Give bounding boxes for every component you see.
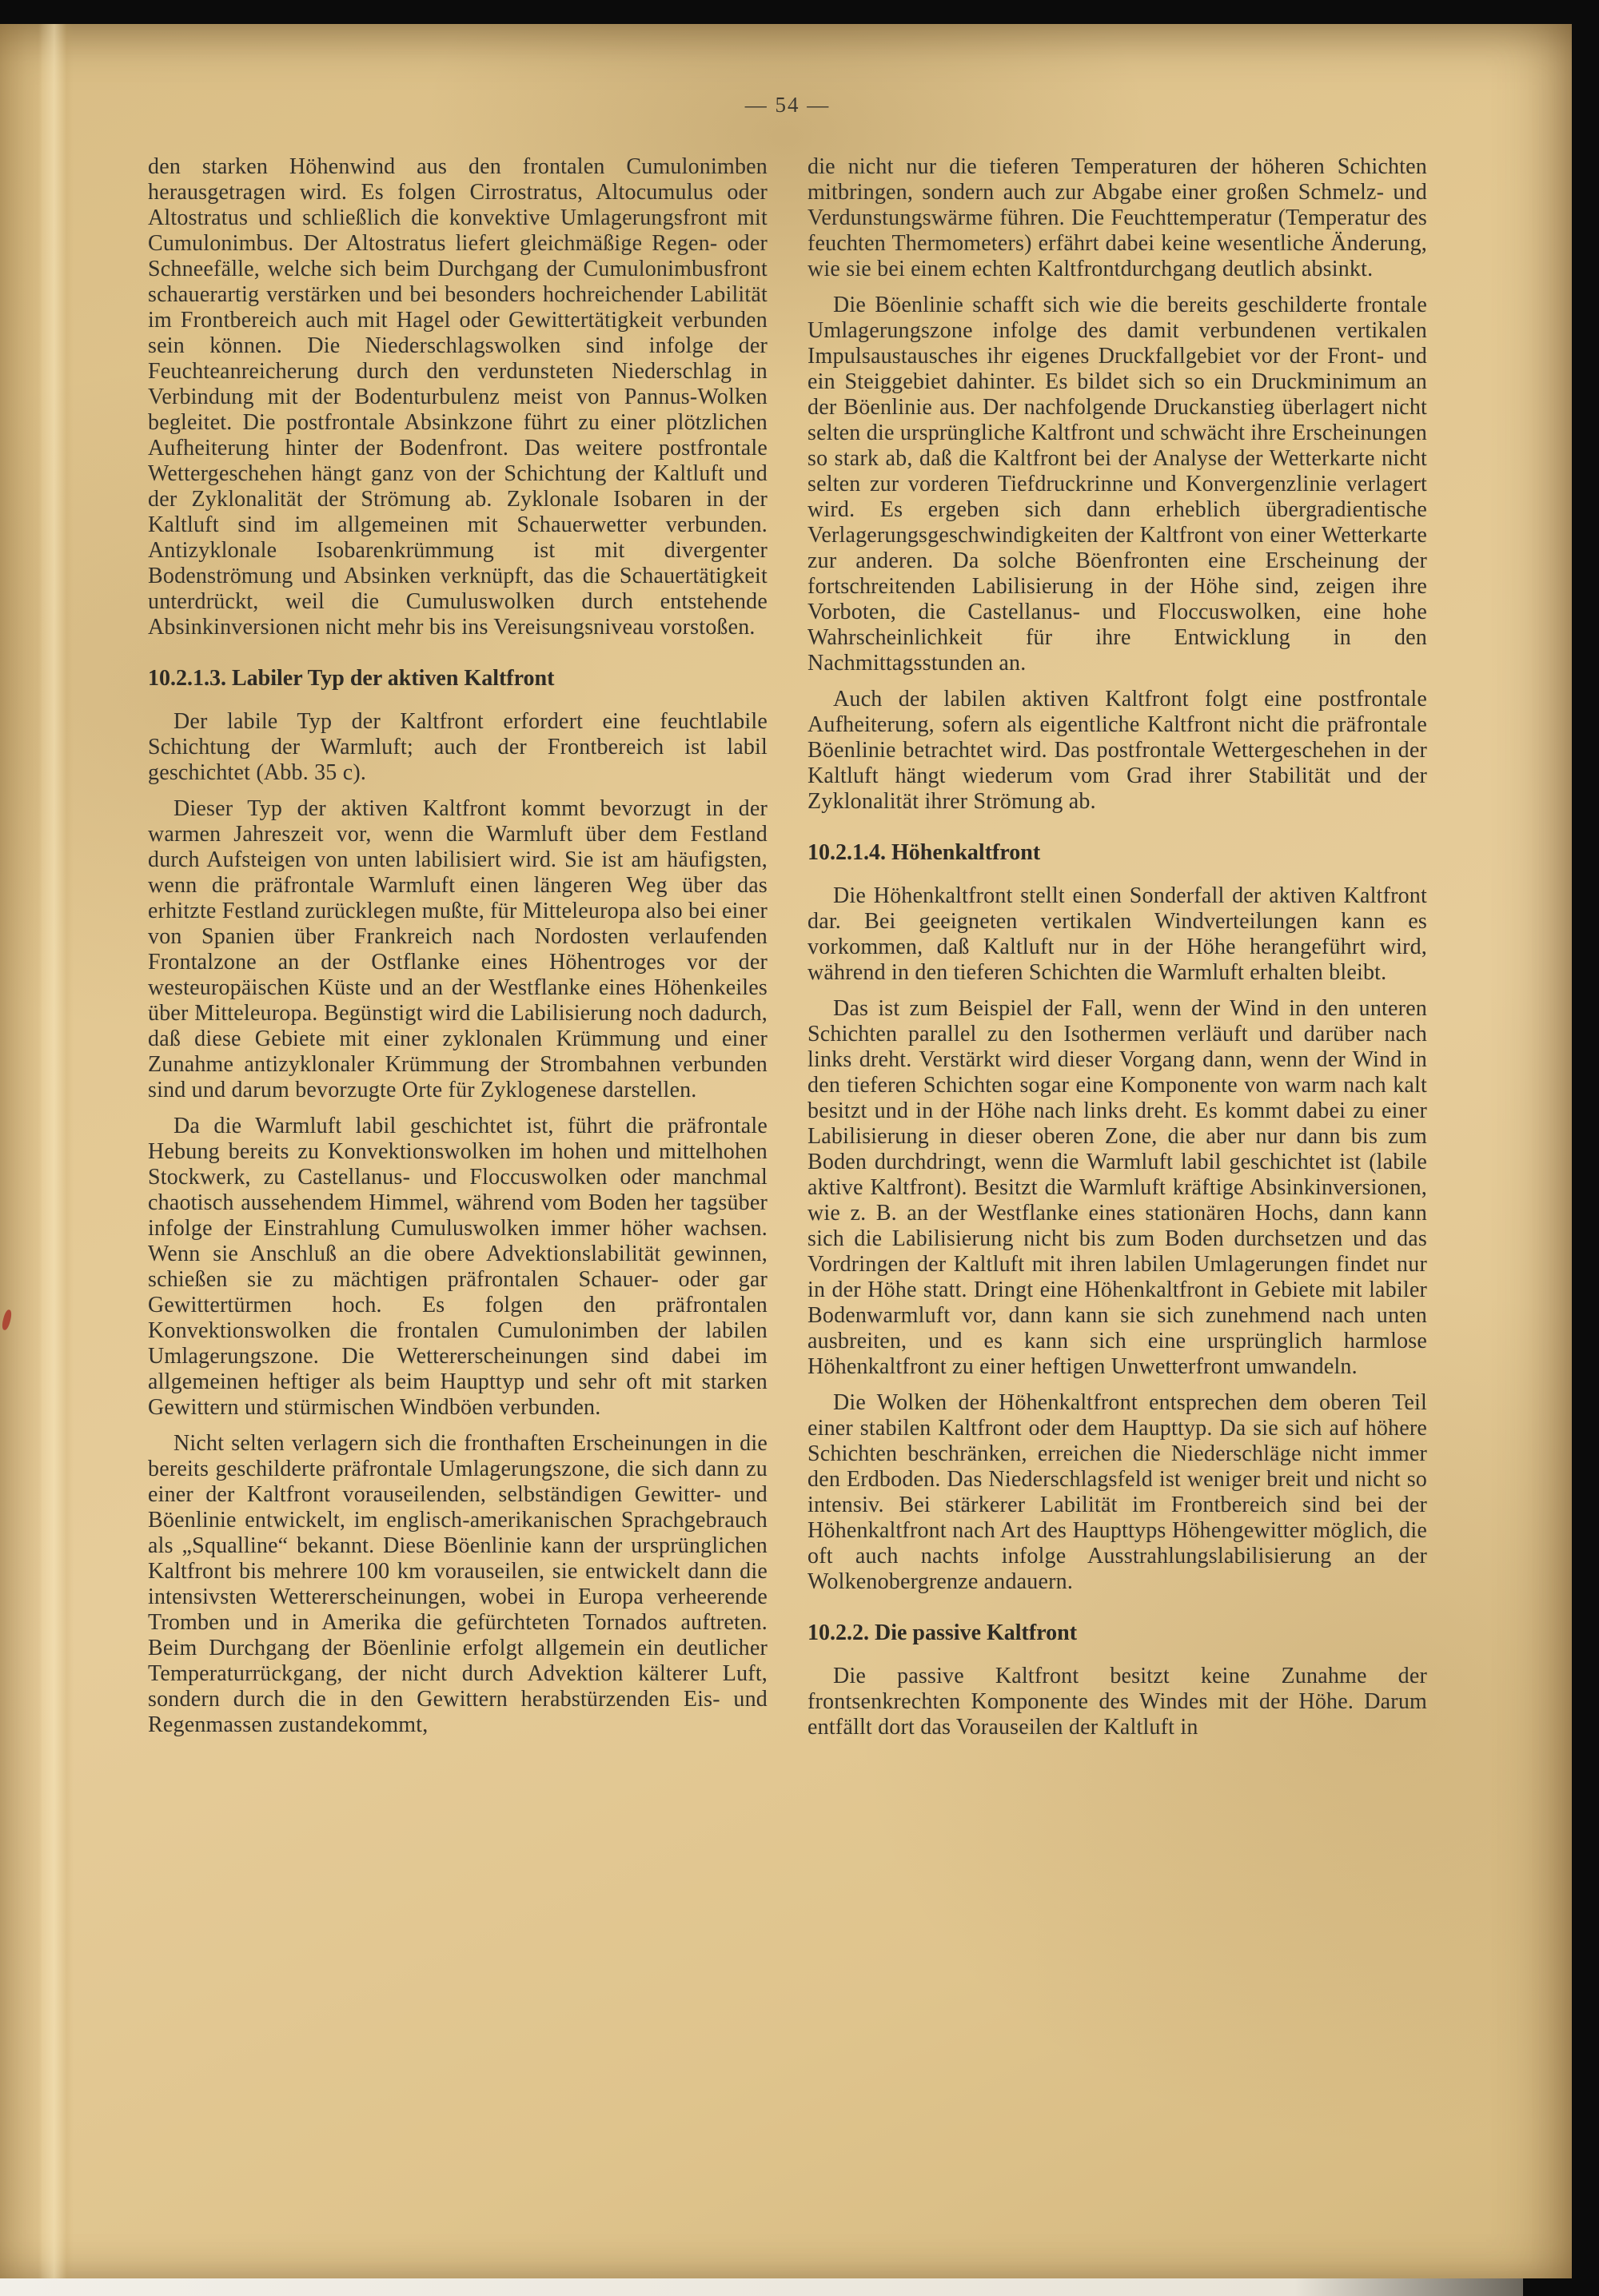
paragraph: Nicht selten verlagern sich die fronthaften Erscheinungen in die bereits geschilderte präfrontale Umlagerungszone, die sich dann zu einer der Kaltfront vorauseilenden, selbständigen Gewitter- und Böenlinie entwickelt, im englisch-amerikanischen Sprachgebrauch als „Squalline“ bekannt. Diese Böenlinie kann der ursprünglichen Kaltfront bis mehrere 100 km vorauseilen, sie entwickelt dann die intensivsten Wettererscheinungen, wobei in Europa verheerende Tromben und in Amerika die gefürchteten Tornados auftreten. Beim Durchgang der Böenlinie erfolgt allgemein ein deutlicher Temperaturrückgang, der nicht durch Advektion kälterer Luft, sondern durch die in den Gewittern herabstürzenden Eis- und Regenmassen zustandekommt, bbox=[148, 1431, 768, 1737]
paragraph: Der labile Typ der Kaltfront erfordert eine feuchtlabile Schichtung der Warmluft; auch der Frontbereich ist labil geschichtet (Abb. 35 c). bbox=[148, 709, 768, 785]
two-column-text bbox=[148, 154, 1427, 1751]
scanner-bed-strip bbox=[0, 2278, 1523, 2296]
section-heading-10-2-1-4: 10.2.1.4. Höhenkaltfront bbox=[807, 840, 1041, 865]
book-page bbox=[0, 24, 1572, 2278]
paragraph: Die Böenlinie schafft sich wie die bereits geschilderte frontale Umlagerungszone infolge des damit verbundenen vertikalen Impulsaustausches ihr eigenes Druckfallgebiet vor der Front- und ein Steiggebiet dahinter. Es bildet sich so ein Druckminimum an der Böenlinie aus. Der nachfolgende Druckanstieg überlagert nicht selten die ursprüngliche Kaltfront und schwächt ihre Erscheinungen so stark ab, daß die Kaltfront bei der Analyse der Wetterkarte nicht selten zur vorderen Tiefdruckrinne und Konvergenzlinie verlagert wird. Es ergeben sich dann erheblich übergradientische Verlagerungsgeschwindigkeiten der Kaltfront von einer Wetterkarte zur anderen. Da solche Böenfronten eine Erscheinung der fortschreitenden Labilisierung in der Höhe sind, zeigen ihre Vorboten, die Castellanus- und Floccuswolken, eine hohe Wahrscheinlichkeit für ihre Entwicklung in den Nachmittagsstunden an. bbox=[807, 293, 1427, 676]
paragraph: Das ist zum Beispiel der Fall, wenn der Wind in den unteren Schichten parallel zu den Isothermen verläuft und darüber nach links dreht. Verstärkt wird dieser Vorgang dann, wenn der Wind in den tieferen Schichten sogar eine Komponente von warm nach kalt besitzt und in der Höhe nach links dreht. Es kommt dabei zu einer Labilisierung in dieser oberen Zone, die aber nur dann bis zum Boden durchdringt, wenn die Warmluft labil geschichtet ist (labile aktive Kaltfront). Besitzt die Warmluft kräftige Absinkinversionen, wie z. B. an der Westflanke eines stationären Hochs, dann kann sich die Labilisierung nicht bis zum Boden durchsetzen und das Vordringen der Kaltluft mit ihren labilen Umlagerungen findet nur in der Höhe statt. Dringt eine Höhenkaltfront in Gebiete mit labiler Bodenwarmluft vor, dann kann sie sich zunehmend nach unten ausbreiten, und es kann sich eine ursprünglich harmlose Höhenkaltfront zu einer heftigen Unwetterfront umwandeln. bbox=[807, 996, 1427, 1379]
left-column bbox=[148, 154, 768, 1751]
paragraph-continuation: den starken Höhenwind aus den frontalen Cumulonimben herausgetragen wird. Es folgen Cirrostratus, Altocumulus oder Altostratus und schließlich die konvektive Umlagerungsfront mit Cumulonimbus. Der Altostratus liefert gleichmäßige Regen- oder Schneefälle, welche sich beim Durchgang der Cumulonimbusfront schauerartig verstärken und bei besonders hochreichender Labilität im Frontbereich auch mit Hagel oder Gewittertätigkeit verbunden sein können. Die Niederschlagswolken sind infolge der Feuchteanreicherung durch den verdunsteten Niederschlag in Verbindung mit der Bodenturbulenz meist von Pannus-Wolken begleitet. Die postfrontale Absinkzone führt zu einer plötzlichen Aufheiterung hinter der Bodenfront. Das weitere postfrontale Wettergeschehen hängt ganz von der Schichtung der Kaltluft und der Zyklonalität der Strömung ab. Zyklonale Isobaren in der Kaltluft sind im allgemeinen mit Schauerwetter verbunden. Antizyklonale Isobarenkrümmung ist mit divergenter Bodenströmung und Absinken verknüpft, das die Schauertätigkeit unterdrückt, weil die Cumuluswolken durch entstehende Absinkinversionen nicht mehr bis ins Vereisungsniveau vorstoßen. bbox=[148, 154, 768, 640]
page-number: — 54 — bbox=[744, 93, 831, 117]
paragraph: Auch der labilen aktiven Kaltfront folgt eine postfrontale Aufheiterung, sofern als eigentliche Kaltfront nicht die präfrontale Böenlinie betrachtet wird. Das postfrontale Wettergeschehen in der Kaltluft hängt wiederum vom Grad ihrer Stabilität und der Zyklonalität ihrer Strömung ab. bbox=[807, 687, 1427, 814]
page-left-shading bbox=[0, 24, 42, 2278]
paragraph: Da die Warmluft labil geschichtet ist, führt die präfrontale Hebung bereits zu Konvektionswolken im hohen und mittelhohen Stockwerk, zu Castellanus- und Floccuswolken oder manchmal chaotisch aussehendem Himmel, während vom Boden her tagsüber infolge der Einstrahlung Cumuluswolken immer höher wachsen. Wenn sie Anschluß an die obere Advektionslabilität gewinnen, schießen sie zu mächtigen präfrontalen Schauer- oder gar Gewittertürmen hoch. Es folgen den präfrontalen Konvektionswolken die frontalen Cumulonimben der labilen Umlagerungszone. Die Wettererscheinungen sind dabei im allgemeinen heftiger als beim Haupttyp und sehr oft mit starken Gewittern und stürmischen Windböen verbunden. bbox=[148, 1114, 768, 1420]
paragraph: Die Höhenkaltfront stellt einen Sonderfall der aktiven Kaltfront dar. Bei geeigneten vertikalen Windverteilungen kann es vorkommen, daß Kaltluft nur in der Höhe herangeführt wird, während in den tieferen Schichten die Warmluft erhalten bleibt. bbox=[807, 883, 1427, 985]
section-heading-10-2-1-3: 10.2.1.3. Labiler Typ der aktiven Kaltfront bbox=[148, 666, 555, 691]
paragraph: Die Wolken der Höhenkaltfront entsprechen dem oberen Teil einer stabilen Kaltfront oder dem Haupttyp. Da sie sich auf höhere Schichten beschränken, erreichen die Niederschläge nicht immer den Erdboden. Das Niederschlagsfeld ist weniger breit und nicht so intensiv. Bei stärkerer Labilität im Frontbereich sind bei der Höhenkaltfront nach Art des Haupttyps Höhengewitter möglich, die oft auch nachts infolge Ausstrahlungslabilisierung an der Wolkenobergrenze andauern. bbox=[807, 1390, 1427, 1594]
page-edge-highlight bbox=[38, 24, 74, 2278]
paragraph-continuation: die nicht nur die tieferen Temperaturen der höheren Schichten mitbringen, sondern auch zur Abgabe einer großen Schmelz- und Verdunstungswärme führen. Die Feuchttemperatur (Temperatur des feuchten Thermometers) erfährt dabei keine wesentliche Änderung, wie sie bei einem echten Kaltfrontdurchgang deutlich absinkt. bbox=[807, 154, 1427, 281]
paragraph: Die passive Kaltfront besitzt keine Zunahme der frontsenkrechten Komponente des Windes mit der Höhe. Darum entfällt dort das Vorauseilen der Kaltluft in bbox=[807, 1664, 1427, 1740]
paragraph: Dieser Typ der aktiven Kaltfront kommt bevorzugt in der warmen Jahreszeit vor, wenn die Warmluft über dem Festland durch Aufsteigen von unten labilisiert wird. Sie ist am häufigsten, wenn die präfrontale Warmluft einen längeren Weg über das erhitzte Festland zurücklegen mußte, für Mitteleuropa also bei einer von Spanien über Frankreich nach Nordosten verlaufenden Frontalzone an der Ostflanke eines Höhentroges vor der westeuropäischen Küste und an der Westflanke eines Höhenkeiles über Mitteleuropa. Begünstigt wird die Labilisierung noch dadurch, daß diese Gebiete mit einer zyklonalen Krümmung und einer Zunahme antizyklonaler Krümmung der Strombahnen verbunden sind und darum bevorzugte Orte für Zyklogenese darstellen. bbox=[148, 796, 768, 1102]
right-column bbox=[807, 154, 1427, 1751]
page-content bbox=[148, 93, 1427, 1751]
section-heading-10-2-2: 10.2.2. Die passive Kaltfront bbox=[807, 1620, 1078, 1645]
